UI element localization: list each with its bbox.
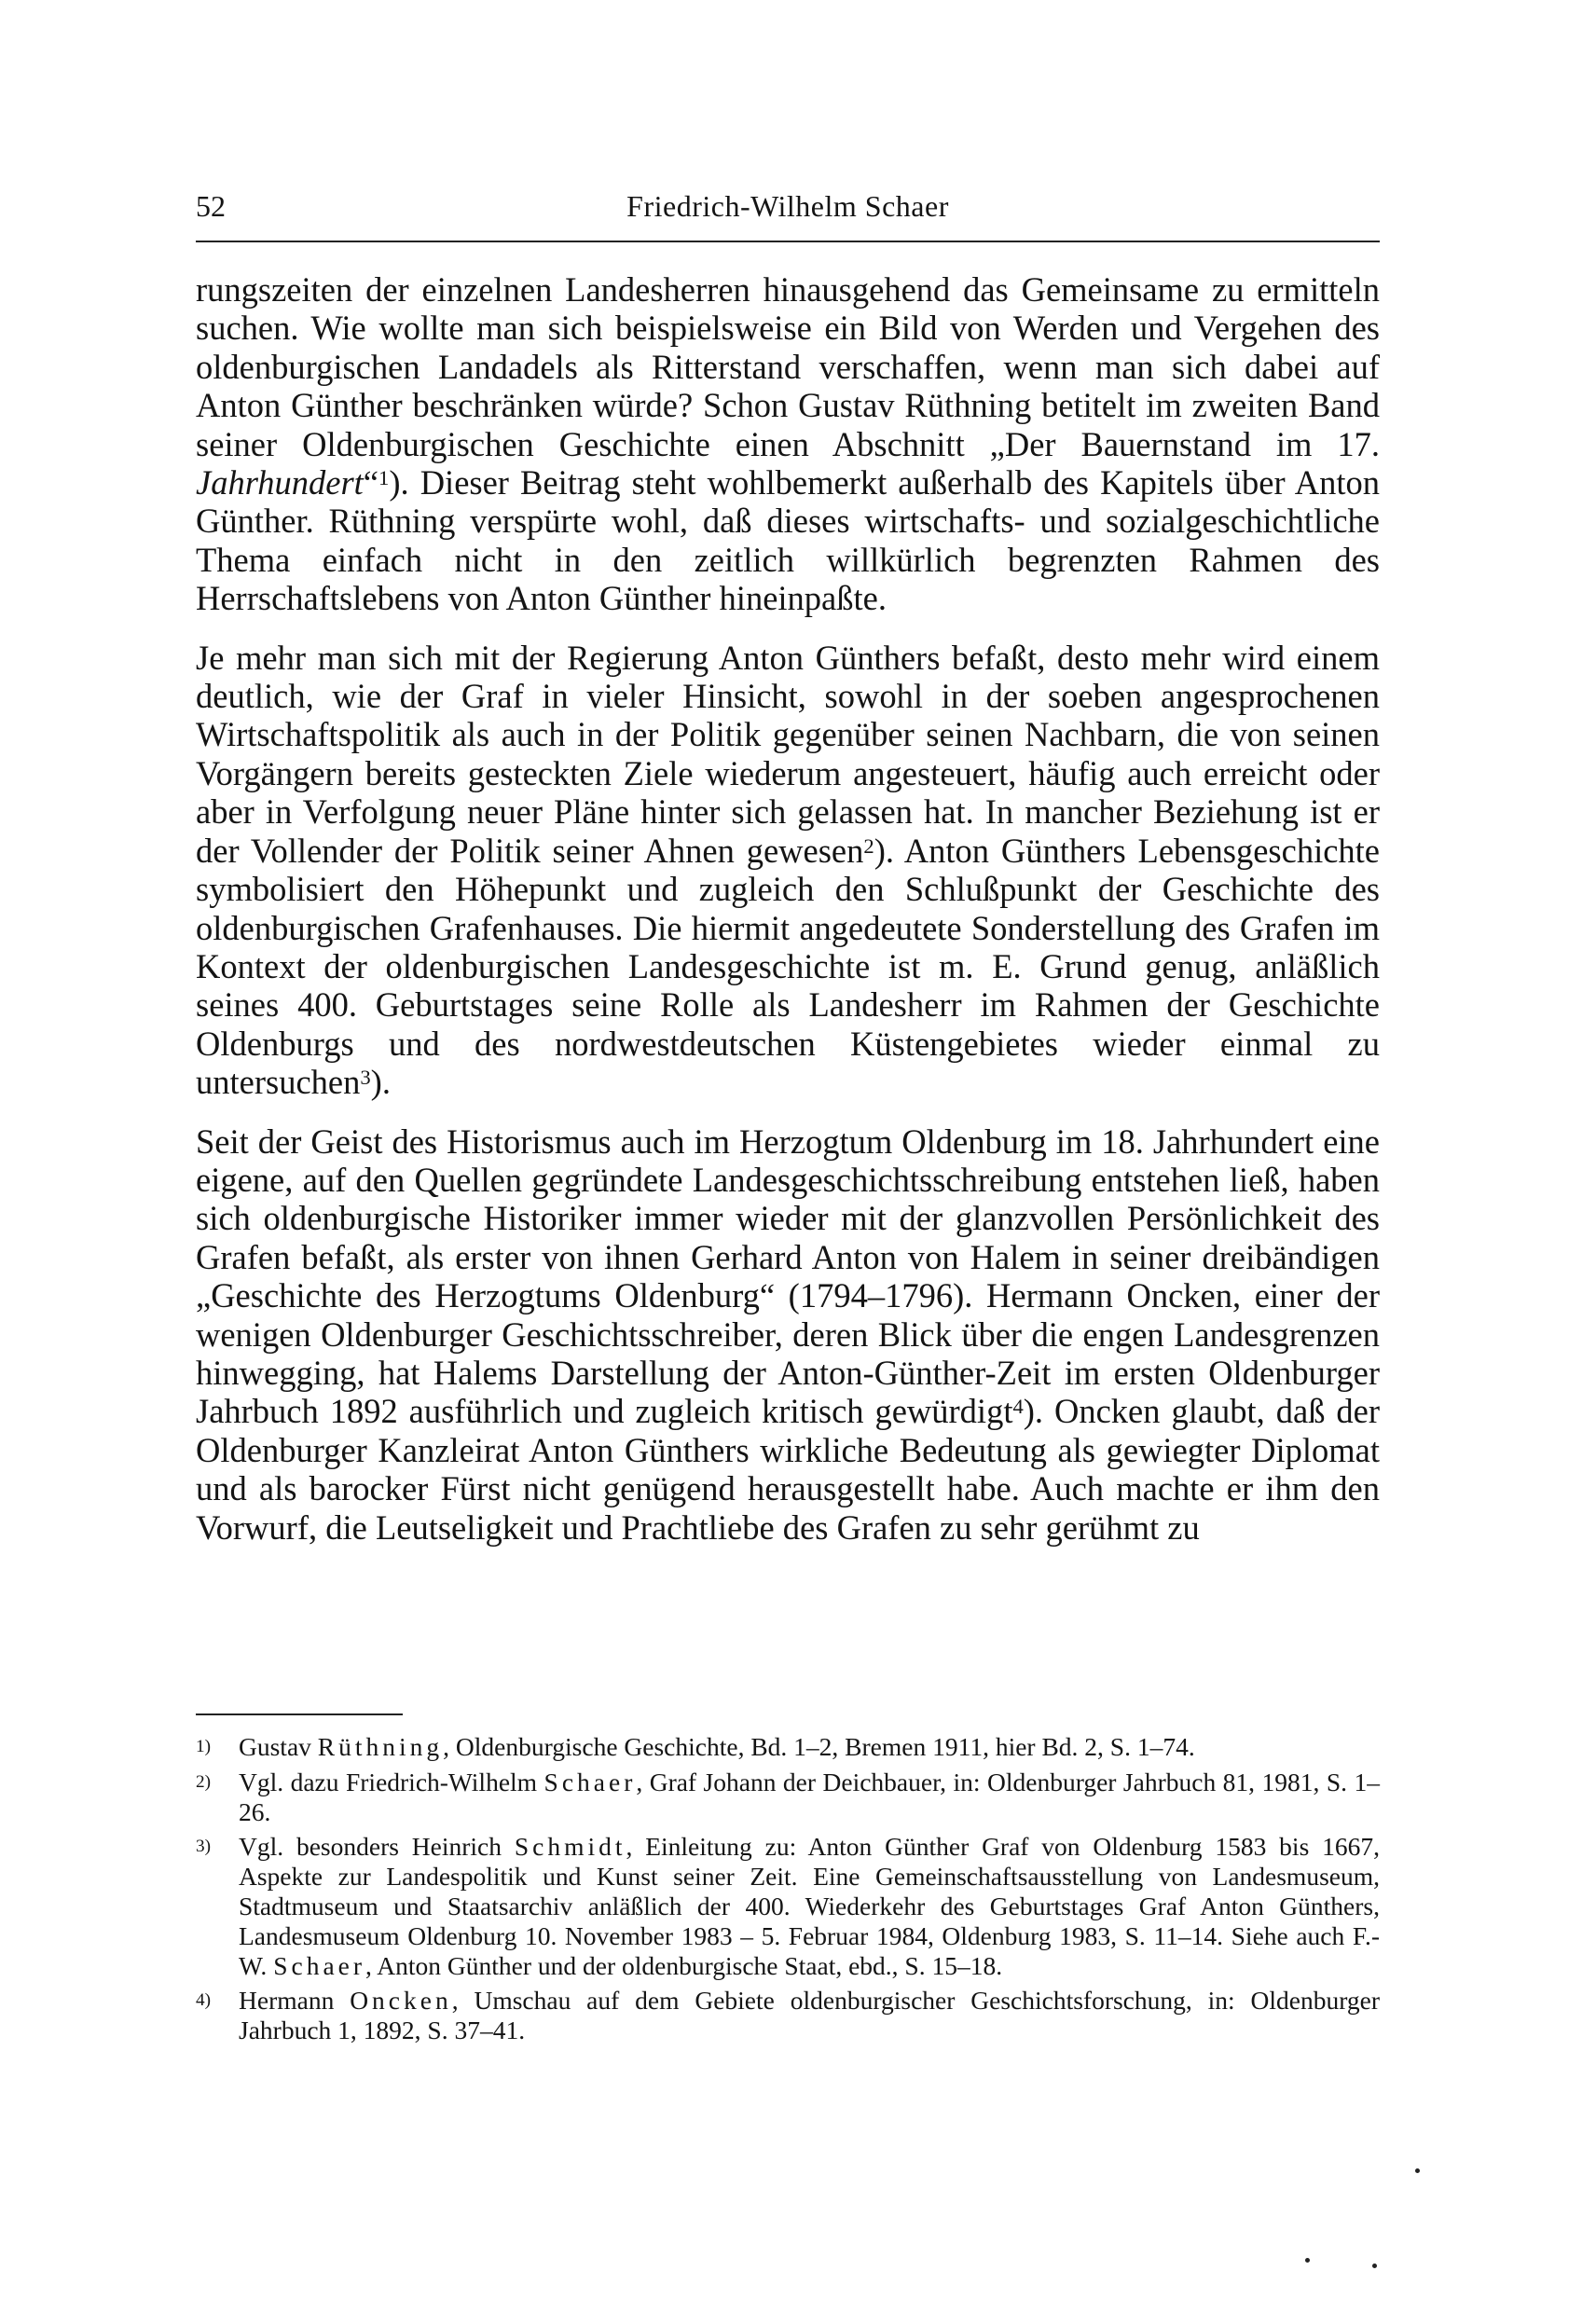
scan-speck: [1305, 2258, 1310, 2263]
italic-term: Jahrhundert: [196, 463, 364, 502]
footnote-marker: 3): [196, 1837, 212, 1857]
page-header: [196, 189, 1380, 236]
footnote-2: 2) Vgl. dazu Friedrich-Wilhelm Schaer, Graf Johann der Deichbauer, in: Oldenburger Jahrbuch 81, 1981, S. 1–26.: [196, 1767, 1380, 1826]
footnote-reference: 3: [360, 1065, 371, 1089]
author-name: Schaer: [543, 1767, 637, 1796]
footnote-marker: 1): [196, 1737, 212, 1756]
scan-speck: [1372, 2264, 1377, 2268]
footnote-rule: [196, 1713, 403, 1715]
footnote-3: 3) Vgl. besonders Heinrich Schmidt, Einleitung zu: Anton Günther Graf von Oldenburg 1583 bis 1667, Aspekte zur Landespolitik und Kunst seiner Zeit. Eine Gemeinschaftsausstellung von Landesmuseum, Stadtmuseum und Staatsarchiv anläßlich der 400. Wiederkehr des Geburtstages Graf Anton Günthers, Landesmuseum Oldenburg 10. November 1983 – 5. Februar 1984, Oldenburg 1983, S. 11–14. Siehe auch F.-W. Schaer, Anton Günther und der oldenburgische Staat, ebd., S. 15–18.: [196, 1832, 1380, 1980]
footnote-4: 4) Hermann Oncken, Umschau auf dem Gebiete oldenburgischer Geschichtsforschung, in: Oldenburger Jahrbuch 1, 1892, S. 37–41.: [196, 1986, 1380, 2045]
paragraph-1: rungszeiten der einzelnen Landesherren hinausgehend das Gemeinsame zu ermitteln suchen. Wie wollte man sich beispielsweise ein Bild von Werden und Vergehen des oldenburgischen Landadels als Ritterstand verschaffen, wenn man sich dabei auf Anton Günther beschränken würde? Schon Gustav Rüthning betitelt im zweiten Band seiner Oldenburgischen Geschichte einen Abschnitt „Der Bauernstand im 17. Jahrhundert“$^1$). Dieser Beitrag steht wohlbemerkt außerhalb des Kapitels über Anton Günther. Rüthning verspürte wohl, daß dieses wirtschafts- und sozialgeschichtliche Thema einfach nicht in den zeitlich willkürlich begrenzten Rahmen des Herrschaftslebens von Anton Günther hineinpaßte.: [196, 270, 1380, 618]
paragraph-3: Seit der Geist des Historismus auch im Herzogtum Oldenburg im 18. Jahrhundert eine eigene, auf den Quellen gegründete Landesgeschichtsschreibung entstehen ließ, haben sich oldenburgische Historiker immer wieder mit der glanzvollen Persönlichkeit des Grafen befaßt, als erster von ihnen Gerhard Anton von Halem in seiner dreibändigen „Geschichte des Herzogtums Oldenburg“ (1794–1796). Hermann Oncken, einer der wenigen Oldenburger Geschichtsschreiber, deren Blick über die engen Landesgrenzen hinwegging, hat Halems Darstellung der Anton-Günther-Zeit im ersten Oldenburger Jahrbuch 1892 ausführlich und zugleich kritisch gewürdigt$^4$). Oncken glaubt, daß der Oldenburger Kanzleirat Anton Günthers wirkliche Bedeutung als gewiegter Diplomat und als barocker Fürst nicht genügend herausgestellt habe. Auch machte er ihm den Vorwurf, die Leutseligkeit und Prachtliebe des Grafen zu sehr gerühmt zu: [196, 1122, 1380, 1547]
author-name: Schmidt: [514, 1832, 626, 1862]
footnote-reference: 4: [1012, 1395, 1024, 1419]
footnotes: [196, 1732, 1380, 2051]
footnote-reference: 2: [863, 833, 874, 858]
footnote-1: 1) Gustav Rüthning, Oldenburgische Geschichte, Bd. 1–2, Bremen 1911, hier Bd. 2, S. 1–74.: [196, 1732, 1195, 1761]
footnote-marker: 2): [196, 1771, 212, 1792]
footnote-marker: 4): [196, 1990, 212, 2011]
scan-speck: [1415, 2168, 1420, 2173]
body-text: [196, 270, 1380, 1547]
author-name: Oncken: [350, 1986, 452, 2016]
footnote-reference: 1: [378, 465, 390, 489]
author-name: Schaer: [273, 1950, 366, 1980]
author-name: Rüthning: [317, 1732, 444, 1761]
running-head: Friedrich-Wilhelm Schaer: [626, 189, 949, 223]
page-number: 52: [196, 189, 226, 223]
paragraph-2: Je mehr man sich mit der Regierung Anton Günthers befaßt, desto mehr wird einem deutlich, wie der Graf in vieler Hinsicht, sowohl in der soeben angesprochenen Wirtschaftspolitik als auch in der Politik gegenüber seinen Nachbarn, die von seinen Vorgängern bereits gesteckten Ziele wiederum angesteuert, häufig auch erreicht oder aber in Verfolgung neuer Pläne hinter sich gelassen hat. In mancher Beziehung ist er der Vollender der Politik seiner Ahnen gewesen$^2$). Anton Günthers Lebensgeschichte symbolisiert den Höhepunkt und zugleich den Schlußpunkt der Geschichte des oldenburgischen Grafenhauses. Die hiermit angedeutete Sonderstellung des Grafen im Kontext der oldenburgischen Landesgeschichte ist m. E. Grund genug, anläßlich seines 400. Geburtstages seine Rolle als Landesherr im Rahmen der Geschichte Oldenburgs und des nordwestdeutschen Küstengebietes wieder einmal zu untersuchen$^3$).: [196, 638, 1380, 1102]
header-rule: [196, 241, 1380, 242]
